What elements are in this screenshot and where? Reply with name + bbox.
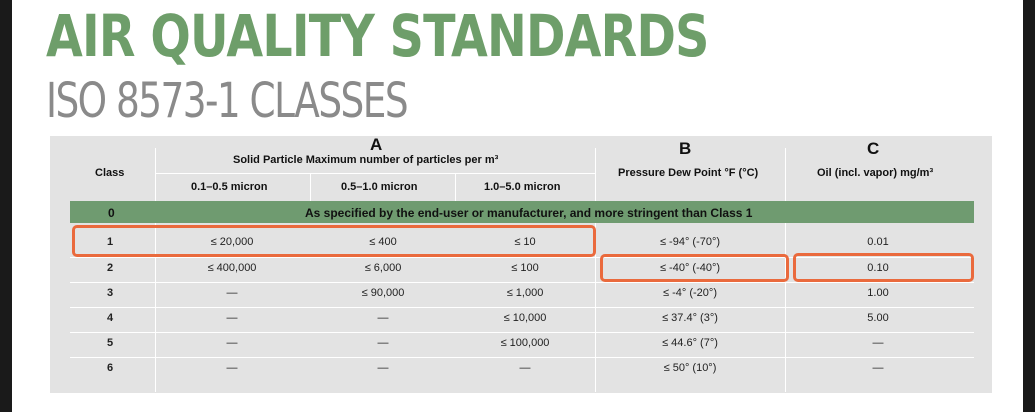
particle-cell: ≤ 20,000 [210, 236, 254, 248]
group-letter-a: A [370, 135, 383, 154]
particle-cell: ≤ 1,000 [506, 287, 544, 299]
left-frame-edge [0, 0, 12, 412]
particle-cell: — [226, 312, 238, 324]
col-divider [595, 148, 596, 392]
oil-cell: 0.01 [867, 236, 889, 248]
col-divider [455, 173, 456, 201]
dew-point-cell: ≤ -94° (-70°) [659, 236, 721, 248]
particle-cell: — [226, 362, 238, 374]
group-letter-c: C [867, 139, 880, 158]
group-letter-b: B [679, 139, 692, 158]
right-frame-edge [1023, 0, 1035, 412]
oil-cell: — [872, 362, 884, 374]
header-0-1-0-5-micron: 0.1–0.5 micron [191, 181, 268, 193]
particle-cell: ≤ 400,000 [207, 262, 257, 274]
header-class: Class [95, 167, 125, 179]
particle-cell: ≤ 100 [511, 262, 539, 274]
particle-cell: — [226, 337, 238, 349]
particle-cell: ≤ 90,000 [361, 287, 405, 299]
row-divider [70, 332, 974, 333]
oil-cell: 5.00 [867, 312, 889, 324]
oil-cell: — [872, 337, 884, 349]
dew-point-callout [600, 254, 789, 282]
oil-callout [793, 253, 974, 282]
dew-point-cell: ≤ -40° (-40°) [659, 262, 721, 274]
row-divider [70, 307, 974, 308]
particle-cell: ≤ 10,000 [503, 312, 547, 324]
dew-point-cell: ≤ 44.6° (7°) [662, 337, 718, 349]
class-cell: 1 [106, 236, 114, 248]
class-cell: 4 [106, 312, 114, 324]
oil-cell: 1.00 [867, 287, 889, 299]
particle-cell: — [519, 362, 531, 374]
dew-point-cell: ≤ 50° (10°) [663, 362, 717, 374]
row-divider [70, 282, 974, 283]
dew-point-cell: ≤ 37.4° (3°) [662, 312, 718, 324]
row-divider [70, 357, 974, 358]
particle-cell: ≤ 6,000 [364, 262, 402, 274]
oil-cell: 0.10 [867, 262, 889, 274]
particle-cell: ≤ 400 [369, 236, 397, 248]
header-pressure-dew-point: Pressure Dew Point °F (°C) [618, 167, 759, 179]
page-title: AIR QUALITY STANDARDS [46, 2, 709, 70]
particle-cell: — [377, 337, 389, 349]
header-1-0-5-0-micron: 1.0–5.0 micron [484, 181, 561, 193]
particle-cell: ≤ 100,000 [500, 337, 550, 349]
dew-point-cell: ≤ -4° (-20°) [663, 287, 717, 299]
particle-cell: — [377, 362, 389, 374]
col-divider [155, 148, 156, 392]
particle-cell: — [226, 287, 238, 299]
header-solid-particle: Solid Particle Maximum number of particles per m³ [233, 154, 499, 166]
class-cell: 5 [106, 337, 114, 349]
class-cell: 3 [106, 287, 114, 299]
header-0-5-1-0-micron: 0.5–1.0 micron [341, 181, 418, 193]
class-1-particle-callout [72, 225, 596, 257]
header-divider [155, 173, 595, 174]
particle-cell: — [377, 312, 389, 324]
particle-cell: ≤ 10 [514, 236, 536, 248]
class-0-label: 0 [108, 206, 115, 220]
class-0-description: As specified by the end-user or manufacturer, and more stringent than Class 1 [305, 206, 753, 220]
class-cell: 2 [106, 262, 114, 274]
header-oil: Oil (incl. vapor) mg/m³ [817, 167, 934, 179]
class-cell: 6 [106, 362, 114, 374]
col-divider [310, 173, 311, 201]
page-subtitle: ISO 8573-1 CLASSES [46, 73, 408, 129]
